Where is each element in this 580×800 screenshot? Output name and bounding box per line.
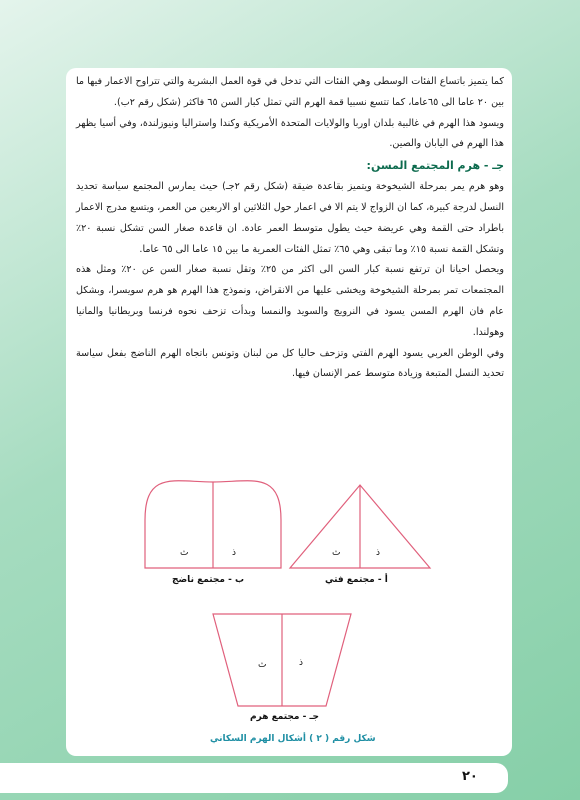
- female-symbol-mature: ث: [180, 548, 189, 558]
- section-heading: جـ - هرم المجتمع المسن:: [366, 159, 504, 173]
- paragraph-2: ويسود هذا الهرم في غالبية بلدان اوربا والولايات المتحدة الأمريكية وكندا واستراليا ونيوزلندة، وفي أسيا يظهر هذا الهرم في اليابان والصين.: [76, 117, 504, 150]
- page-number: ٢٠: [462, 769, 478, 784]
- paragraph-5: وفي الوطن العربي يسود الهرم الفتي وتزحف حاليا كل من لبنان وتونس باتجاه الهرم الناضج بفعل سياسة تحديد النسل المتبعة وزيادة متوسط عمر الإنسان فيها.: [76, 347, 504, 380]
- label-mature-society: ب - مجتمع ناضج: [172, 575, 245, 585]
- footer-bar: [0, 763, 508, 793]
- male-symbol-mature: ذ: [232, 548, 237, 558]
- female-symbol-young: ث: [332, 548, 341, 558]
- paragraph-1: كما يتميز باتساع الفئات الوسطى وهي الفئات التي تدخل في قوة العمل البشرية والتي تتراوح الاعمار فيها ما بين ٢٠ عاما الى ٦٥عاما، كما تتسع نسبيا قمة الهرم التي تمثل كبار السن ٦٥ فاكثر (شكل رقم ٢ب).: [76, 76, 504, 108]
- label-young-society: أ - مجتمع فتي: [325, 575, 388, 585]
- figure-caption: شكل رقم ( ٢ ) أشكال الهرم السكاني: [210, 734, 376, 744]
- paragraph-3: وهو هرم يمر بمرحلة الشيخوخة ويتميز بقاعدة ضيقة (شكل رقم ٢جـ) حيث يمارس المجتمع سياسة تحديد النسل لدرجة كبيرة، كما ان الزواج لا يتم الا في اعمار حول الثلاثين او الاربعين من العمر، ويتسع مدرج الاعمار باطراد حتى القمة وهي عريضة حيث يطول متوسط العمر عادة. ان قاعدة صغار السن تشكل نسبة ٢٠٪ وتشكل القمة نسبة ١٥٪ وما تبقى وهي ٦٥٪ تمثل الفئات العمرية ما بين ١٥ عاما الى ٦٥ عاما.: [76, 181, 504, 255]
- body-text: [76, 72, 504, 385]
- paragraph-4: ويحصل احيانا ان ترتفع نسبة كبار السن الى اكثر من ٢٥٪ وتقل نسبة صغار السن عن ٢٠٪ ومثل هذه المجتمعات تمر بمرحلة الشيخوخة ويخشى عليها من الانقراض، ونموذج هذا الهرم هو هرم سويسرا، وبشكل عام فان الهرم المسن يسود في النرويج والسويد والنمسا وبدأت تزحف نحوه فرنسا وبريطانيا والمانيا وهولندا.: [76, 264, 504, 338]
- male-symbol-old: ذ: [299, 658, 304, 668]
- male-symbol-young: ذ: [376, 548, 381, 558]
- female-symbol-old: ث: [258, 660, 267, 670]
- label-old-society: جـ - مجتمع هرم: [250, 712, 320, 722]
